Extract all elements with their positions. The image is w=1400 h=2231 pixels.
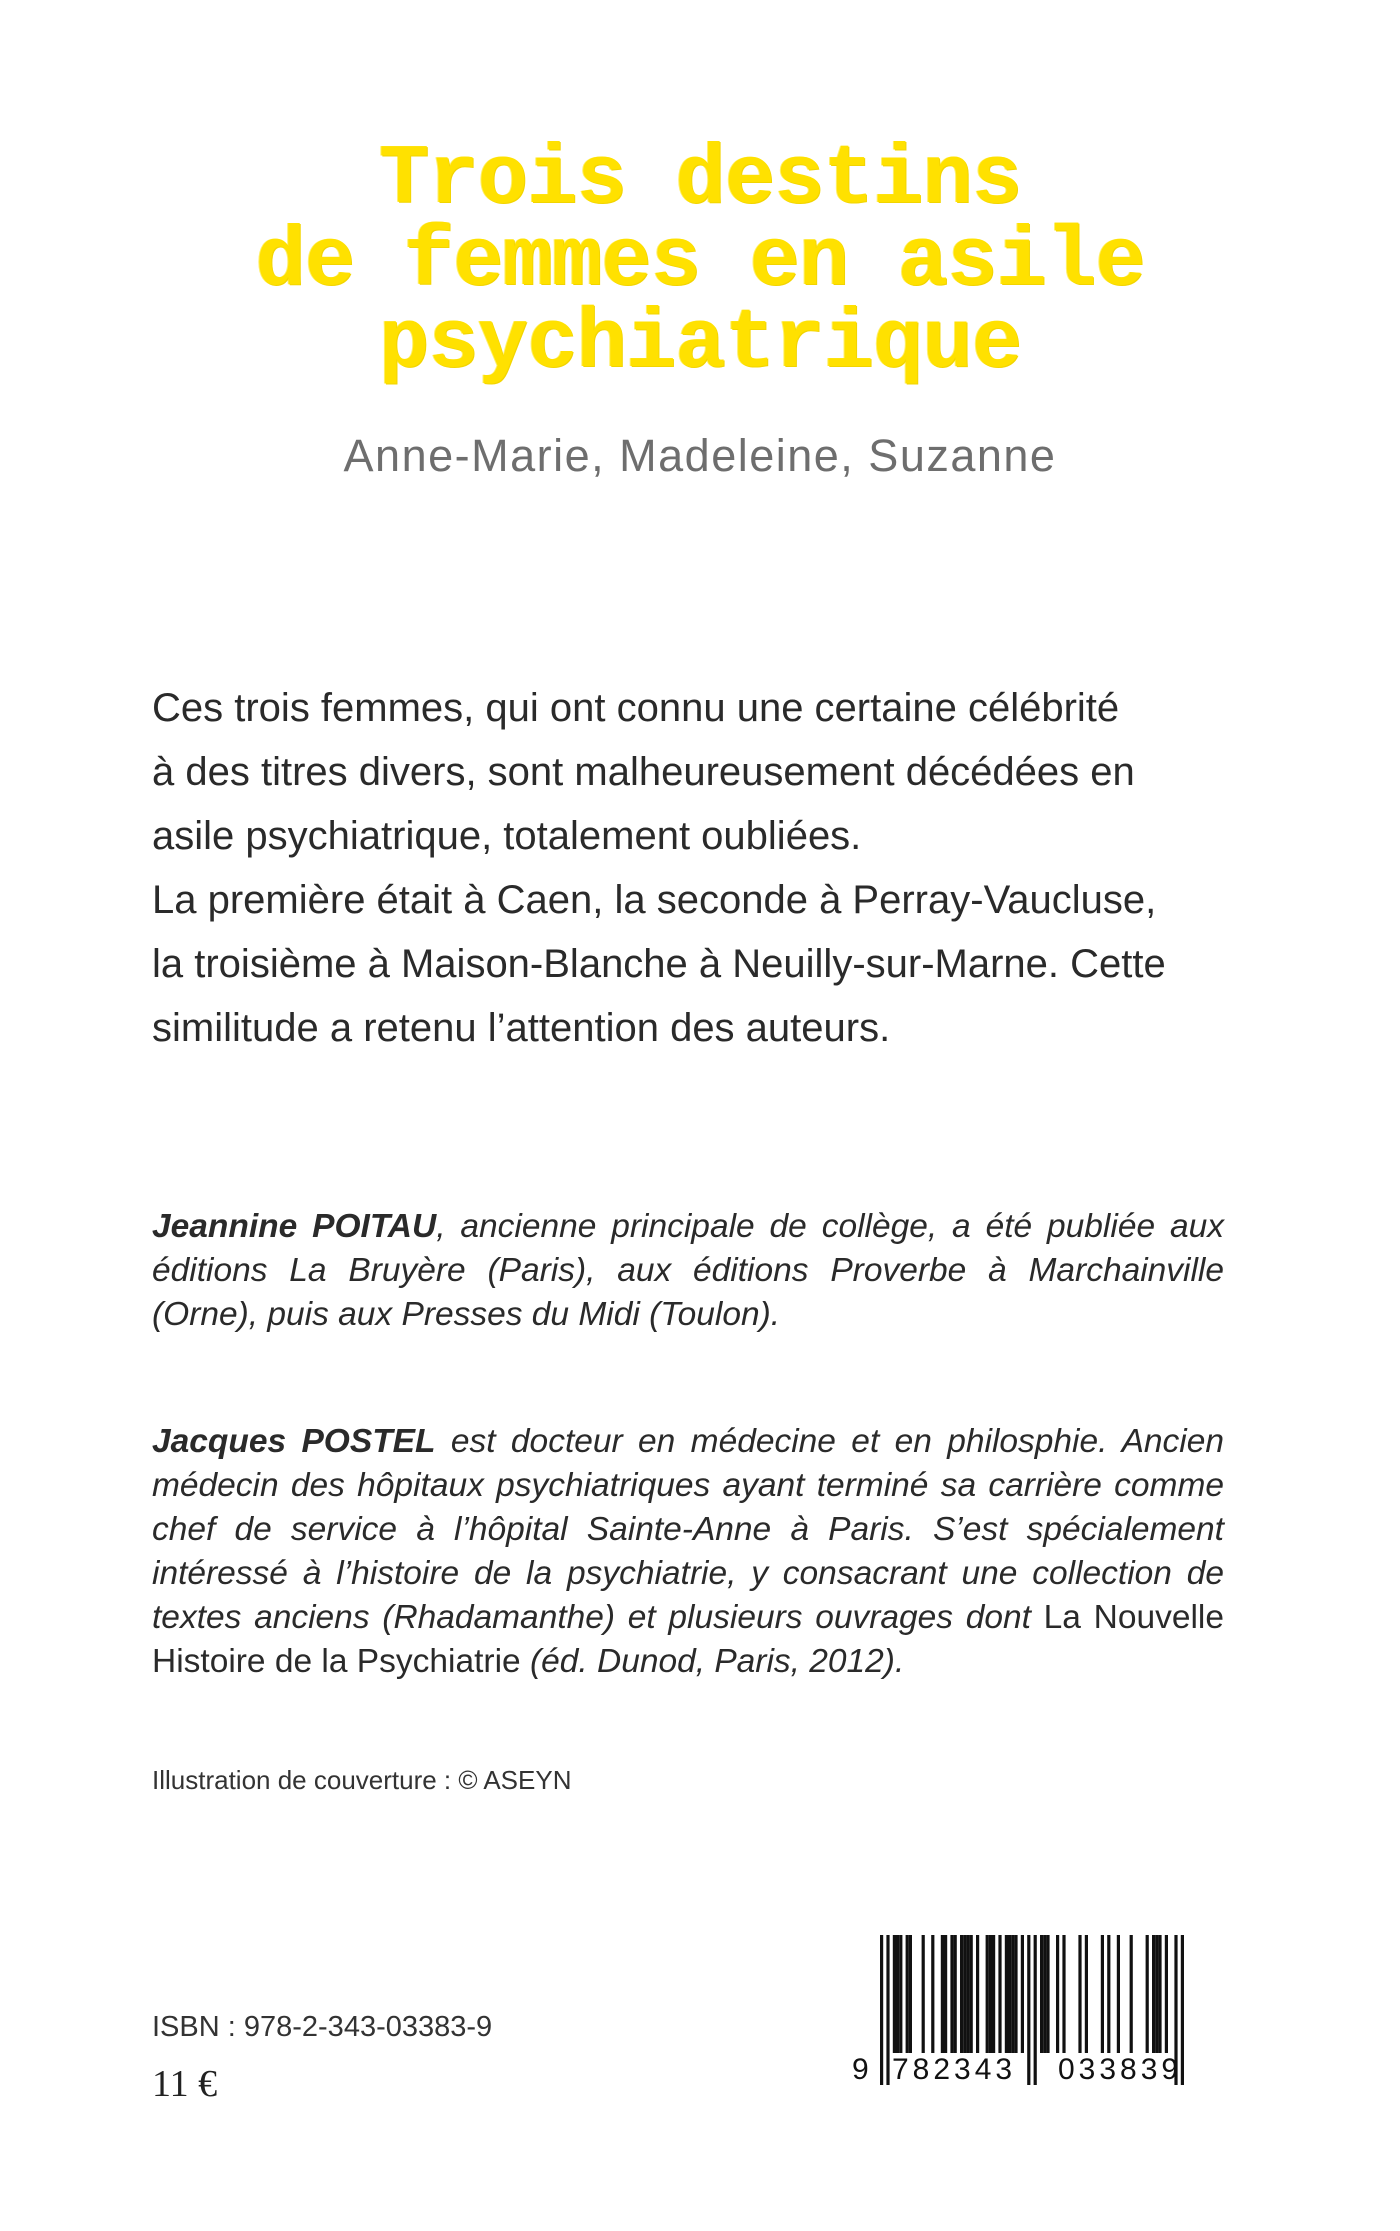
barcode-bar	[1085, 1935, 1088, 2053]
book-reference-title: La Nouvelle Histoire de la Psychiatrie	[152, 1599, 1225, 1680]
barcode	[850, 1935, 1210, 2105]
barcode-bar	[880, 1935, 883, 2085]
barcode-bar	[944, 1935, 947, 2053]
barcode-bar	[922, 1935, 925, 2053]
barcode-bar	[950, 1935, 953, 2053]
barcode-bar	[1158, 1935, 1161, 2053]
title-line-1: Trois destins	[378, 133, 1022, 228]
barcode-bar	[1014, 1935, 1017, 2053]
barcode-bar	[976, 1935, 979, 2053]
barcode-bar	[1101, 1935, 1104, 2053]
summary-line: similitude a retenu l’attention des auteurs.	[152, 1006, 891, 1050]
barcode-bar	[954, 1935, 957, 2053]
barcode-bar	[909, 1935, 912, 2053]
barcode-bar	[931, 1935, 934, 2053]
barcode-bar	[899, 1935, 902, 2053]
barcode-bar	[1021, 1935, 1024, 2053]
barcode-bar	[960, 1935, 963, 2053]
barcode-bar	[941, 1935, 944, 2053]
barcode-bar	[1117, 1935, 1120, 2053]
barcode-bar	[1107, 1935, 1110, 2053]
barcode-bar	[1008, 1935, 1011, 2053]
barcode-bar	[1078, 1935, 1081, 2053]
title-line-2: de femmes en asile	[255, 215, 1145, 310]
author-name: Jeannine POITAU	[152, 1208, 437, 1245]
barcode-bar	[1043, 1935, 1046, 2053]
barcode-bar	[893, 1935, 896, 2053]
barcode-bar	[992, 1935, 995, 2053]
barcode-bar	[986, 1935, 989, 2053]
barcode-right-group: 033839	[1058, 2053, 1183, 2086]
barcode-bar	[998, 1935, 1001, 2053]
barcode-bar	[1046, 1935, 1049, 2053]
barcode-left-group: 782343	[892, 2053, 1017, 2086]
price: 11 €	[152, 2063, 218, 2105]
barcode-bar	[989, 1935, 992, 2053]
isbn: ISBN : 978-2-343-03383-9	[152, 2011, 493, 2043]
author-name: Jacques POSTEL	[152, 1423, 436, 1460]
summary-line: la troisième à Maison-Blanche à Neuilly-sur-Marne. Cette	[152, 942, 1166, 986]
barcode-bar	[886, 1935, 889, 2085]
author-bio-text: est docteur en médecine et en philosphie. Ancien médecin des hôpitaux psychiatriques ayant terminé sa carrière comme chef de service à l’hôpital Sainte-Anne à Paris. S’est spécialement intéressé à l’histoire de la psychiatrie, y consacrant une collection de textes anciens (Rhadamanthe) et plusieurs ouvrages dont	[152, 1423, 1225, 1636]
summary-line: asile psychiatrique, totalement oubliées.	[152, 814, 862, 858]
barcode-bar	[1165, 1935, 1168, 2053]
barcode-bar	[1146, 1935, 1149, 2053]
summary	[152, 676, 1252, 1060]
barcode-bar	[970, 1935, 973, 2053]
author-bio-poitau	[152, 1205, 1224, 1337]
barcode-bar	[1005, 1935, 1008, 2053]
summary-line: à des titres divers, sont malheureusement décédées en	[152, 750, 1135, 794]
cover-credit: Illustration de couverture : © ASEYN	[152, 1765, 572, 1795]
author-bio-end: (éd. Dunod, Paris, 2012).	[520, 1643, 905, 1680]
barcode-bar	[1040, 1935, 1043, 2053]
barcode-bar	[963, 1935, 966, 2053]
author-bio-text: , ancienne principale de collège, a été publiée aux éditions La Bruyère (Paris), aux éditions Proverbe à Marchainville (Orne), puis aux Presses du Midi (Toulon).	[152, 1208, 1224, 1333]
summary-line: Ces trois femmes, qui ont connu une certaine célébrité	[152, 686, 1120, 730]
barcode-bar	[896, 1935, 899, 2053]
subtitle: Anne-Marie, Madeleine, Suzanne	[343, 430, 1057, 481]
author-bio-postel	[152, 1420, 1224, 1684]
summary-line: La première était à Caen, la seconde à Perray-Vaucluse,	[152, 878, 1157, 922]
barcode-bar	[1062, 1935, 1065, 2053]
barcode-bar	[1130, 1935, 1133, 2053]
book-title	[0, 133, 1400, 392]
barcode-bar	[1034, 1935, 1037, 2085]
barcode-first-digit: 9	[852, 2053, 869, 2086]
barcode-bar	[1155, 1935, 1158, 2053]
title-line-3: psychiatrique	[378, 297, 1022, 392]
barcode-bar	[1152, 1935, 1155, 2053]
barcode-bar	[1027, 1935, 1030, 2085]
barcode-bar	[966, 1935, 969, 2053]
barcode-bar	[1011, 1935, 1014, 2053]
barcode-bar	[906, 1935, 909, 2053]
barcode-bar	[1056, 1935, 1059, 2053]
